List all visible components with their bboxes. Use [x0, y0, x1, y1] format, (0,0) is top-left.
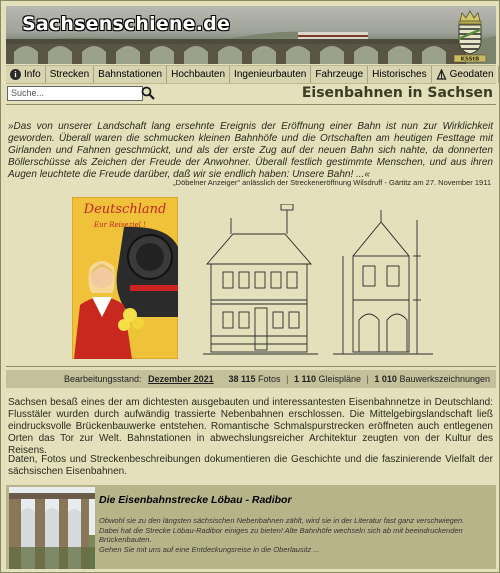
station-building-drawing	[203, 204, 433, 356]
site-title[interactable]: Sachsenschiene.de	[22, 13, 231, 35]
nav-item-label: Ingenieurbauten	[234, 69, 307, 80]
historic-quote: »Das von unserer Landschaft lang ersehnte Ereignis der Eröffnung einer Bahn ist nun zur Wirklichkeit geworden. Überall waren die schmucken kleinen Bahnhöfe und die Ortschaften am heutigen Festtage mit Girlanden und Fahnen geschmückt, und als der erste Zug auf der neuen Bahn sich nahte, da donnerten Böllerschüsse als Zeichen der Freude der Anwohner. Überall festlich gestimmte Menschen, und aus ihren Augen leuchtete die Freude darüber, daß wir sie endlich haben: Unsere Bahn! ...«	[8, 121, 493, 180]
poster-title: Deutschland	[83, 202, 167, 217]
search-row	[6, 85, 496, 103]
nav-item-label: Hochbauten	[171, 69, 226, 80]
poster-subtitle: Eur Reiseziel !	[94, 221, 146, 229]
main-navigation	[6, 65, 496, 84]
page-title: Eisenbahnen in Sachsen	[301, 85, 493, 101]
info-icon: i	[10, 69, 21, 80]
quote-source: „Döbelner Anzeiger" anlässlich der Streckeneröffnung Wilsdruff - Gärtitz am 27. November 1911	[173, 178, 491, 187]
nav-item-label: Fahrzeuge	[315, 69, 364, 80]
nav-item-info[interactable]	[6, 66, 46, 83]
stats-bar	[6, 370, 496, 388]
edit-status-label: Bearbeitungsstand:	[64, 374, 142, 384]
nav-item-bahnstationen[interactable]	[94, 66, 167, 83]
intro-paragraph: Sachsen besaß eines der am dichtesten ausgebauten und interessantesten Eisenbahnnetze in Deutschland: Flusstäler wurden durch aufwändig trassierte Nebenbahnen erschlossen. Die Mittelgebirgslandschaft ließ eindrucksvolle Brückenbauwerke entstehen. Romantische Schmalspurstrecken eröffneten auch entlegenen Orten das Tor zur Welt. Bahnstationen in abwechslungsreicher Architektur zeugten von der Kultur des Reisens.	[8, 397, 493, 456]
signal-icon	[436, 69, 447, 80]
travel-poster-image	[72, 197, 178, 359]
featured-text-line: Dabei hat die Strecke Löbau-Radibor einiges zu bieten! Alte Bahnhöfe wechseln sich ab mit beeindruckenden	[99, 525, 463, 535]
trackplans-label: Gleispläne	[318, 374, 362, 384]
nav-item-label: Strecken	[49, 69, 90, 80]
stats-separator: |	[286, 374, 289, 384]
title-divider	[6, 104, 496, 105]
search-input[interactable]: Suche...	[7, 86, 143, 101]
nav-item-geodaten[interactable]	[432, 66, 499, 83]
collection-counts	[229, 374, 491, 384]
featured-article[interactable]	[6, 485, 496, 569]
featured-text-line: Brückenbauten.	[99, 535, 152, 544]
drawings-label: Bauwerkszeichnungen	[399, 374, 490, 384]
featured-viaduct-photo[interactable]	[9, 487, 95, 569]
nav-item-historisches[interactable]	[368, 66, 431, 83]
nav-item-hochbauten[interactable]	[167, 66, 230, 83]
intro-paragraph: Daten, Fotos und Streckenbeschreibungen dokumentieren die Geschichte und die faszinierende Vielfalt der sächsischen Eisenbahnen.	[8, 454, 493, 477]
edit-status-date-link[interactable]: Dezember 2021	[148, 374, 214, 384]
nav-item-label: Bahnstationen	[98, 69, 163, 80]
nav-item-label: Historisches	[372, 69, 427, 80]
search-icon[interactable]	[141, 86, 155, 100]
stats-separator: |	[366, 374, 369, 384]
featured-text-line: Obwohl sie zu den längsten sächsischen Nebenbahnen zählt, wird sie in der Literatur fast ganz verschwiegen.	[99, 516, 465, 525]
header-banner	[6, 6, 496, 64]
photos-label: Fotos	[258, 374, 281, 384]
saxony-crest-logo	[452, 9, 488, 63]
nav-item-label: Info	[24, 69, 41, 80]
drawings-count: 1 010	[374, 374, 397, 384]
nav-item-fahrzeuge[interactable]	[311, 66, 368, 83]
photos-count: 38 115	[228, 374, 256, 384]
crest-label: KSStB	[460, 56, 480, 63]
featured-article-title[interactable]: Die Eisenbahnstrecke Löbau - Radibor	[99, 494, 292, 506]
featured-article-text	[99, 516, 491, 554]
nav-item-label: Geodaten	[449, 69, 494, 80]
nav-item-strecken[interactable]	[46, 66, 94, 83]
edit-status	[64, 374, 214, 384]
trackplans-count: 1 110	[293, 374, 316, 384]
nav-item-ingenieurbauten[interactable]	[230, 66, 311, 83]
stats-divider-top	[6, 366, 496, 367]
featured-text-line: Gehen Sie mit uns auf eine Entdeckungsreise in die Oberlausitz ...	[99, 544, 320, 554]
